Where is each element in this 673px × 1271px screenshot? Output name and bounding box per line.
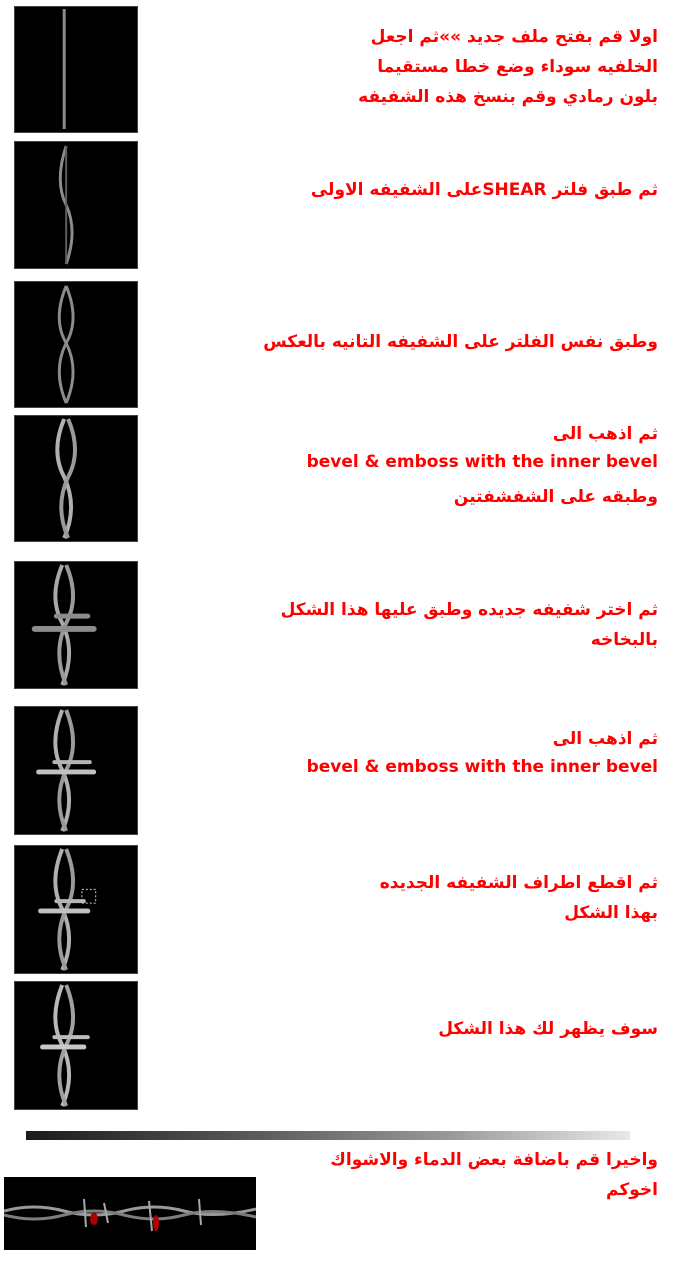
cut-barb-illustration: [15, 846, 137, 973]
step-2-image: [14, 141, 138, 269]
step-1-line-2: الخلفيه سوداء وضع خطا مستقيما: [377, 57, 658, 77]
step-8-line-1: سوف يظهر لك هذا الشكل: [438, 1019, 658, 1039]
straight-line-illustration: [15, 7, 137, 132]
step-4-line-2: bevel & emboss with the inner bevel: [306, 452, 658, 472]
step-3-line-1: وطبق نفس الفلتر على الشفيفه التانيه بالعكس: [263, 332, 658, 352]
step-1-image: [14, 6, 138, 133]
gradient-divider: [26, 1131, 630, 1140]
step-4-line-3: وطبقه على الشفشفتين: [453, 487, 658, 507]
step-5-image: [14, 561, 138, 689]
spray-barb-illustration: [15, 562, 137, 688]
step-6-image: [14, 706, 138, 835]
step-4-image: [14, 415, 138, 542]
final-line-2: اخوكم: [606, 1180, 658, 1200]
step-5-line-1: ثم اختر شفيفه جديده وطبق عليها هذا الشكل: [280, 600, 658, 620]
step-1-line-3: بلون رمادي وقم بنسخ هذه الشفيفه: [358, 87, 658, 107]
step-6-line-1: ثم اذهب الى: [552, 729, 658, 749]
step-2-line-1: ثم طبق فلتر SHEARعلى الشفيفه الاولى: [310, 180, 658, 200]
double-shear-illustration: [15, 282, 137, 407]
beveled-barb-illustration: [15, 707, 137, 834]
step-1-line-1: اولا قم بفتح ملف جديد »»ثم اجعل: [370, 27, 658, 47]
step-8-image: [14, 981, 138, 1110]
sheared-line-illustration: [15, 142, 137, 268]
step-3-image: [14, 281, 138, 408]
barbed-wire-illustration: [4, 1177, 256, 1250]
step-5-line-2: بالبخاخه: [590, 630, 658, 650]
step-7-line-2: بهذا الشكل: [564, 903, 658, 923]
finished-barb-illustration: [15, 982, 137, 1109]
step-7-image: [14, 845, 138, 974]
final-line-1: واخيرا قم باضافة بعض الدماء والاشواك: [330, 1150, 658, 1170]
step-6-line-2: bevel & emboss with the inner bevel: [306, 757, 658, 777]
step-7-line-1: ثم اقطع اطراف الشفيفه الجديده: [379, 873, 658, 893]
beveled-wire-illustration: [15, 416, 137, 541]
step-4-line-1: ثم اذهب الى: [552, 424, 658, 444]
final-barbed-wire-image: [4, 1177, 256, 1250]
